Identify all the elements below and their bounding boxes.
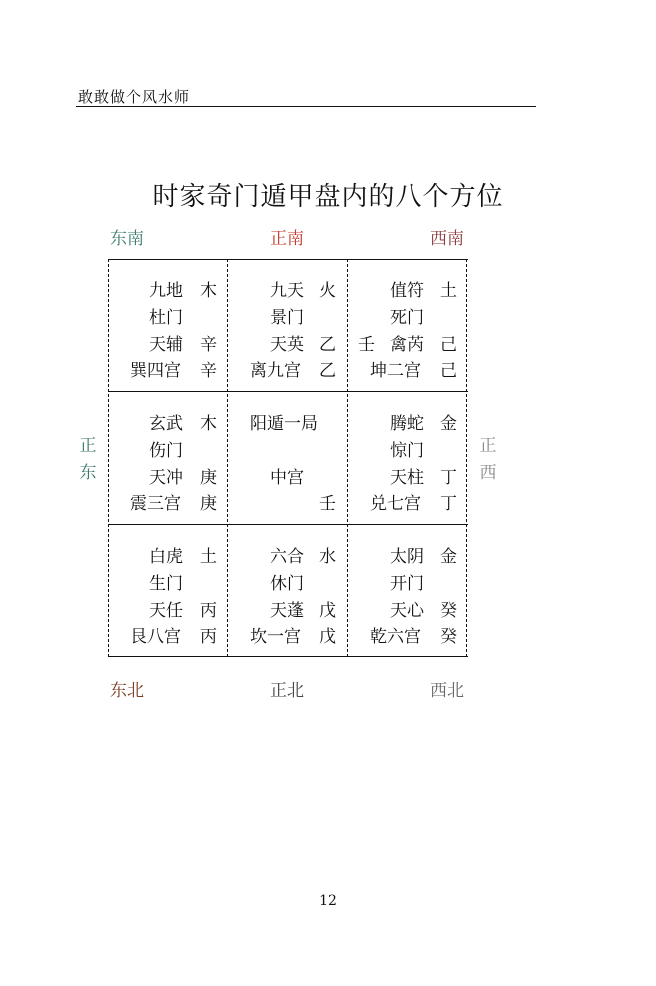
header-rule	[76, 106, 536, 107]
palace-god-element: 木	[200, 281, 217, 301]
direction-east: 正东	[79, 436, 97, 483]
palace-door: 死门	[390, 308, 424, 328]
palace-name: 离九宫	[250, 361, 301, 381]
palace-xun	[108, 259, 228, 391]
direction-south: 正南	[270, 229, 304, 249]
palace-god-element: 金	[440, 547, 457, 567]
page-number: 12	[319, 893, 337, 909]
palace-star-stem: 丙	[200, 601, 217, 621]
direction-southwest: 西南	[430, 229, 464, 249]
palace-name: 坤二宫	[370, 361, 421, 381]
palace-li	[228, 259, 348, 391]
palace-star: 天辅	[149, 335, 183, 355]
palace-star-stem: 庚	[200, 468, 217, 488]
palace-name-stem: 乙	[319, 361, 336, 381]
palace-kun	[348, 259, 468, 391]
palace-door: 生门	[149, 574, 183, 594]
palace-name: 中宫	[270, 468, 304, 488]
palace-door: 杜门	[149, 308, 183, 328]
palace-god: 腾蛇	[390, 414, 424, 434]
palace-door: 伤门	[149, 441, 183, 461]
palace-star-stem: 癸	[440, 601, 457, 621]
palace-star: 天英	[270, 335, 304, 355]
palace-name-stem: 丁	[440, 494, 457, 514]
palace-god-element: 金	[440, 414, 457, 434]
palace-star: 天心	[390, 601, 424, 621]
palace-star: 天任	[149, 601, 183, 621]
palace-god: 九天	[270, 281, 304, 301]
palace-god: 六合	[270, 547, 304, 567]
palace-door: 惊门	[390, 441, 424, 461]
direction-north: 正北	[270, 681, 304, 701]
palace-star-stem: 丁	[440, 468, 457, 488]
palace-stem: 壬	[319, 494, 336, 514]
palace-god: 九地	[149, 281, 183, 301]
palace-gen	[108, 525, 228, 657]
palace-name-stem: 丙	[200, 627, 217, 647]
palace-god: 值符	[390, 281, 424, 301]
palace-qian	[348, 525, 468, 657]
direction-northwest: 西北	[430, 681, 464, 701]
direction-southeast: 东南	[110, 229, 144, 249]
palace-star: 天冲	[149, 468, 183, 488]
palace-star-stem: 戊	[319, 601, 336, 621]
palace-door: 开门	[390, 574, 424, 594]
palace-god: 白虎	[149, 547, 183, 567]
palace-star-stem: 乙	[319, 335, 336, 355]
palace-god: 玄武	[149, 414, 183, 434]
palace-name-stem: 戊	[319, 627, 336, 647]
palace-door: 景门	[270, 308, 304, 328]
palace-name-stem: 辛	[200, 361, 217, 381]
palace-god-element: 土	[440, 281, 457, 301]
palace-star: 天柱	[390, 468, 424, 488]
palace-door: 休门	[270, 574, 304, 594]
running-header: 敢敢做个风水师	[78, 88, 191, 106]
palace-god-element: 木	[200, 414, 217, 434]
direction-northeast: 东北	[110, 681, 144, 701]
palace-name: 艮八宫	[130, 627, 181, 647]
palace-name: 乾六宫	[370, 627, 421, 647]
qimen-grid	[108, 259, 468, 657]
palace-dui	[348, 392, 468, 524]
palace-name-stem: 癸	[440, 627, 457, 647]
palace-name-stem: 庚	[200, 494, 217, 514]
palace-star: 天蓬	[270, 601, 304, 621]
palace-name: 巽四宫	[130, 361, 181, 381]
palace-name: 震三宫	[130, 494, 181, 514]
palace-star: 禽芮	[390, 335, 424, 355]
palace-kan	[228, 525, 348, 657]
palace-god-element: 火	[319, 281, 336, 301]
palace-god-element: 土	[200, 547, 217, 567]
palace-ju: 阳遁一局	[250, 414, 318, 434]
palace-center	[228, 392, 348, 524]
page-title: 时家奇门遁甲盘内的八个方位	[152, 182, 504, 212]
palace-god: 太阴	[390, 547, 424, 567]
palace-star-stem: 己	[440, 335, 457, 355]
palace-name: 兑七宫	[370, 494, 421, 514]
palace-star-stem: 辛	[200, 335, 217, 355]
palace-name-stem: 己	[440, 361, 457, 381]
palace-zhen	[108, 392, 228, 524]
direction-west: 正西	[479, 436, 497, 483]
palace-god-element: 水	[319, 547, 336, 567]
palace-name: 坎一宫	[250, 627, 301, 647]
palace-extra-stem: 壬	[358, 335, 375, 355]
